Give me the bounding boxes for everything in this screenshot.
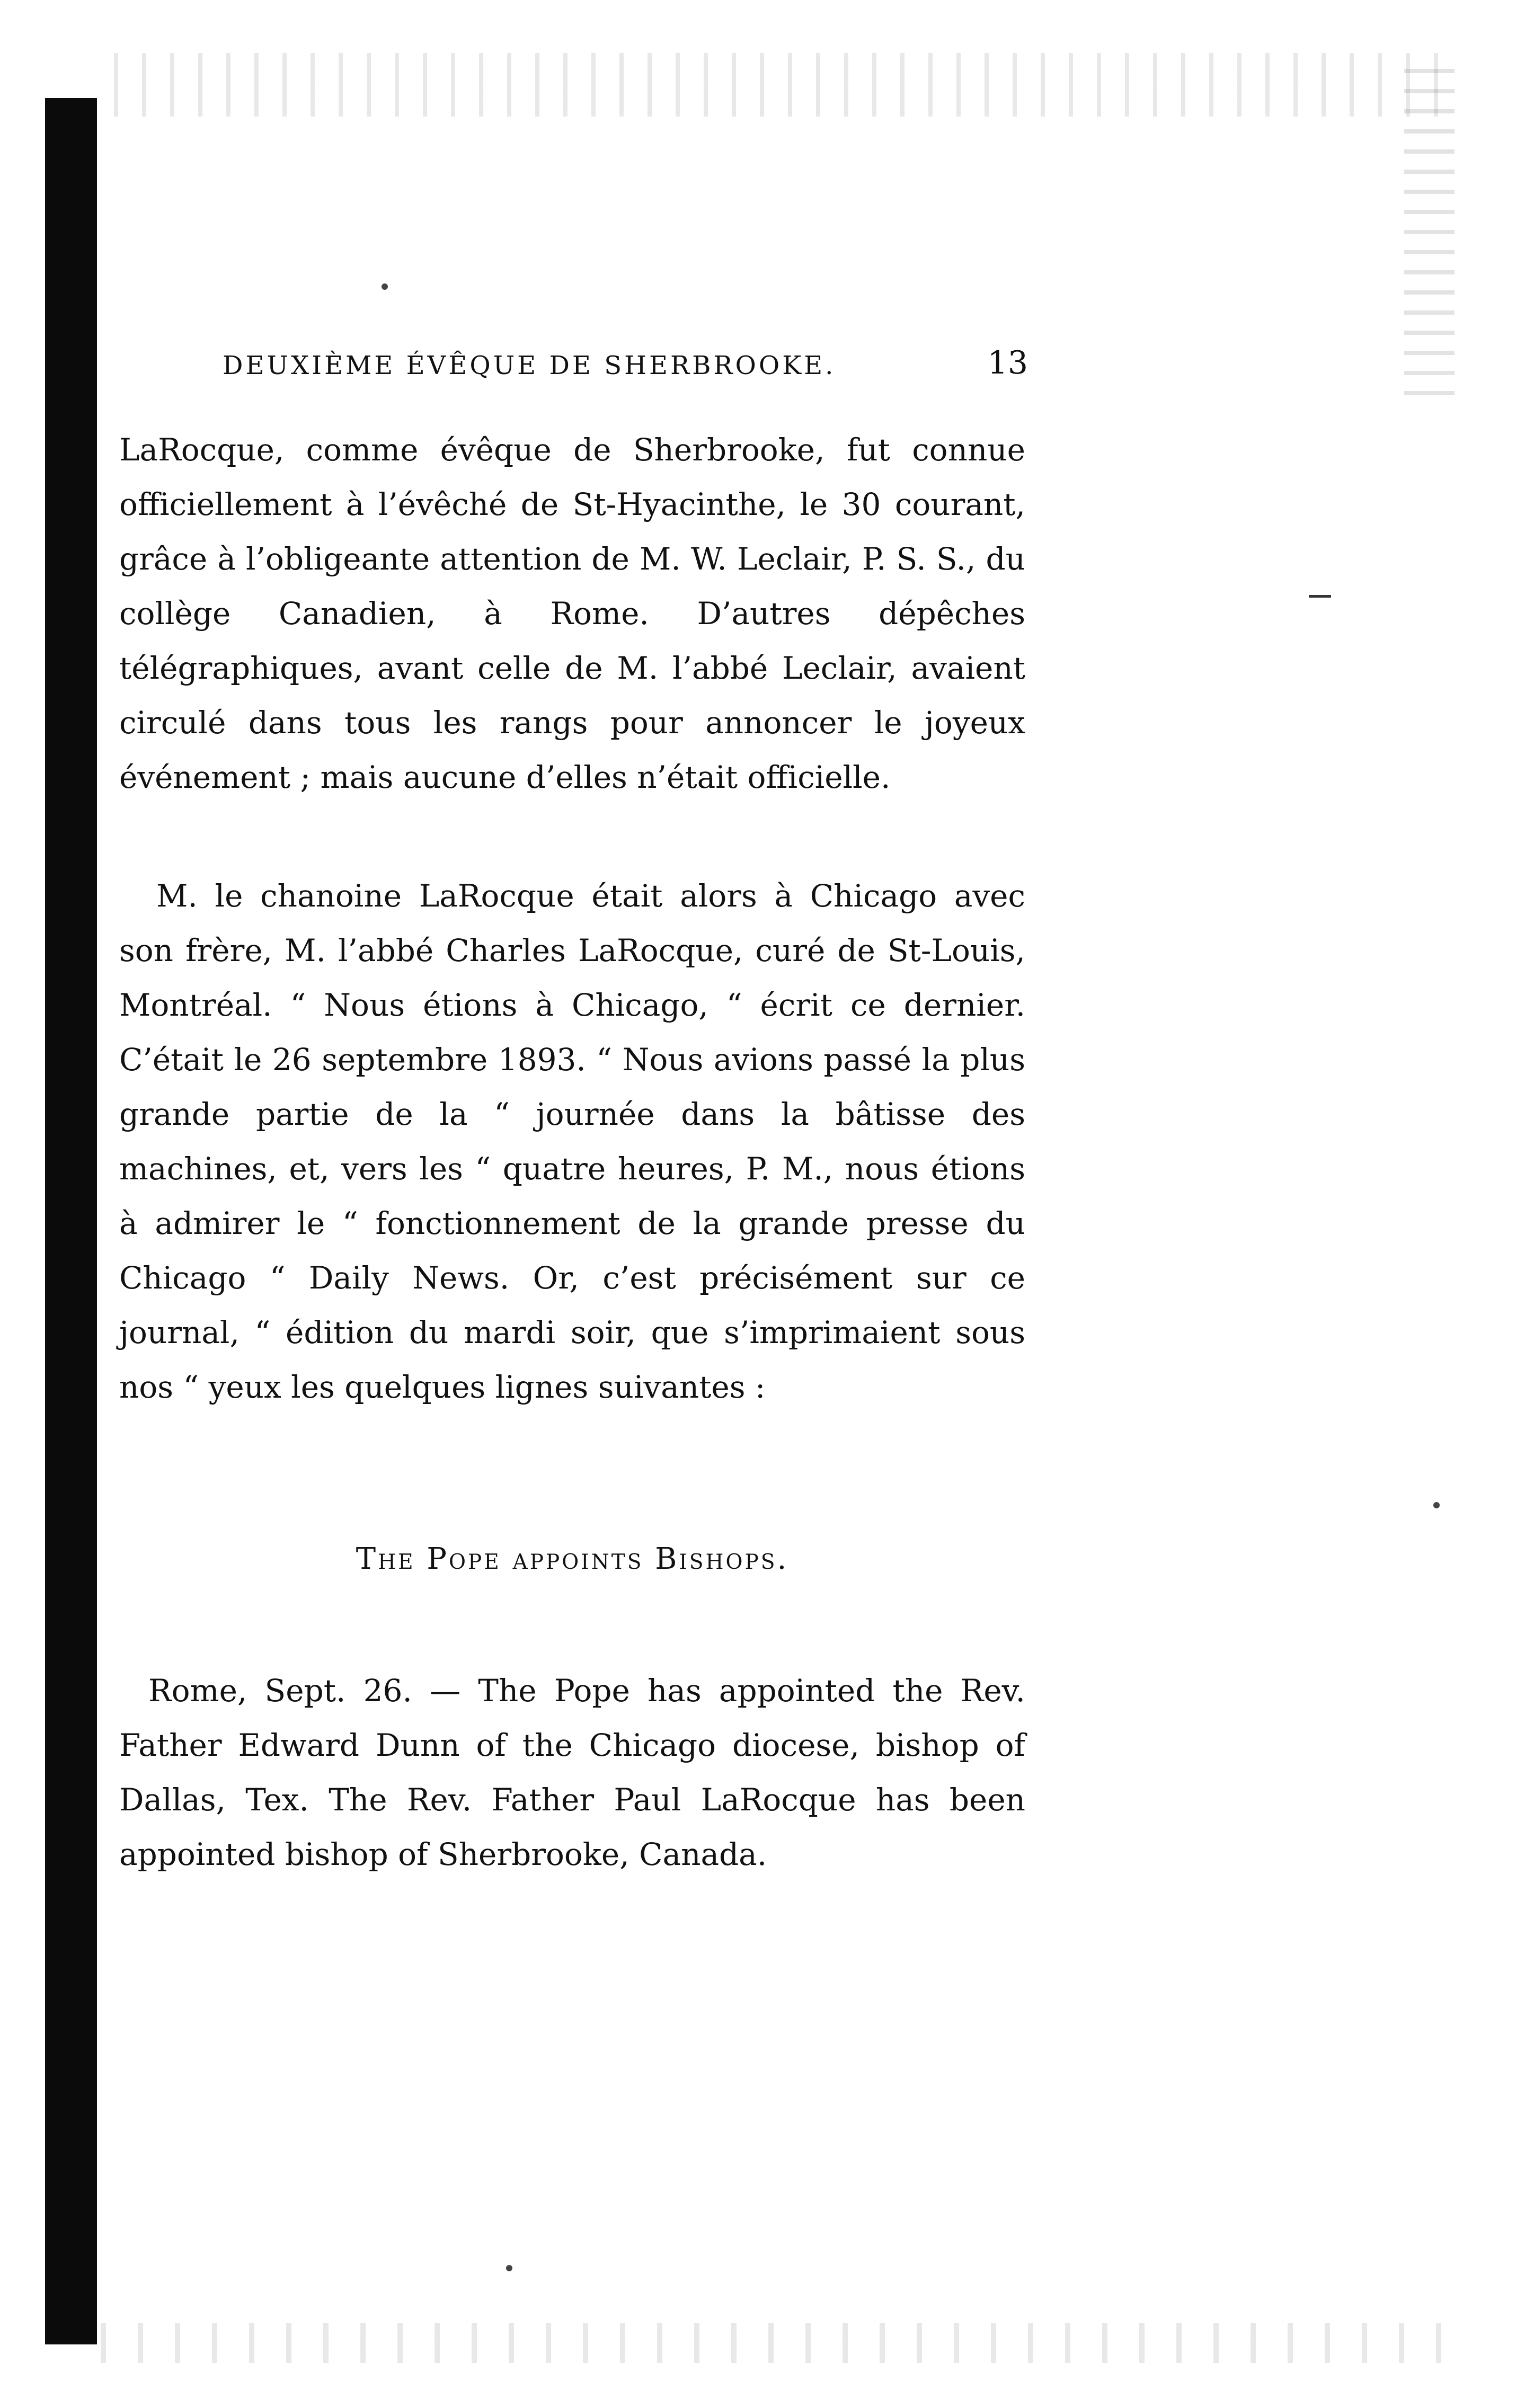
top-scan-noise — [90, 53, 1447, 117]
page-number: 13 — [987, 344, 1028, 381]
ink-speck — [1433, 1502, 1440, 1508]
ink-speck — [382, 283, 388, 290]
paragraph-continuation: LaRocque, comme évêque de Sherbrooke, fut connue officiellement à l’évêché de St-Hyacinthe, le 30 courant, grâce à l’obligeante attention de M. W. Leclair, P. S. S., du collège Canadien, à Rome. D’autres dépêches télégraphiques, avant celle de M. l’abbé Leclair, avaient circulé dans tous les rangs pour annoncer le joyeux événement ; mais aucune d’elles n’était officielle. — [119, 432, 1025, 795]
binding-shadow — [45, 98, 97, 2344]
paragraph-chicago-account: M. le chanoine LaRocque était alors à Chicago avec son frère, M. l’abbé Charles LaRocque, curé de St-Louis, Montréal. “ Nous étions à Chicago, “ écrit ce dernier. C’était le 26 septembre 1893. “ Nous avions passé la plus grande partie de la “ journée dans la bâtisse des machines, et, vers les “ quatre heures, P. M., nous étions à admirer le “ fonctionnement de la grande presse du Chicago “ Daily News. Or, c’est précisément sur ce journal, “ édition du mardi soir, que s’imprimaient sous nos “ yeux les quelques lignes suivantes : — [119, 878, 1025, 1405]
newspaper-headline: The Pope appoints Bishops. — [356, 1542, 789, 1576]
ink-speck — [506, 2265, 512, 2271]
running-title: DEUXIÈME ÉVÊQUE DE SHERBROOKE. — [223, 351, 836, 380]
newspaper-dispatch: Rome, Sept. 26. — The Pope has appointed the Rev. Father Edward Dunn of the Chicago diocese, bishop of Dallas, Tex. The Rev. Father Paul LaRocque has been appointed bishop of Sherbrooke, Canada. — [119, 1673, 1025, 1872]
margin-mark — [1309, 595, 1331, 598]
right-edge-scan-noise — [1404, 53, 1455, 397]
bottom-scan-noise — [69, 2323, 1447, 2363]
page-header — [223, 344, 1028, 397]
